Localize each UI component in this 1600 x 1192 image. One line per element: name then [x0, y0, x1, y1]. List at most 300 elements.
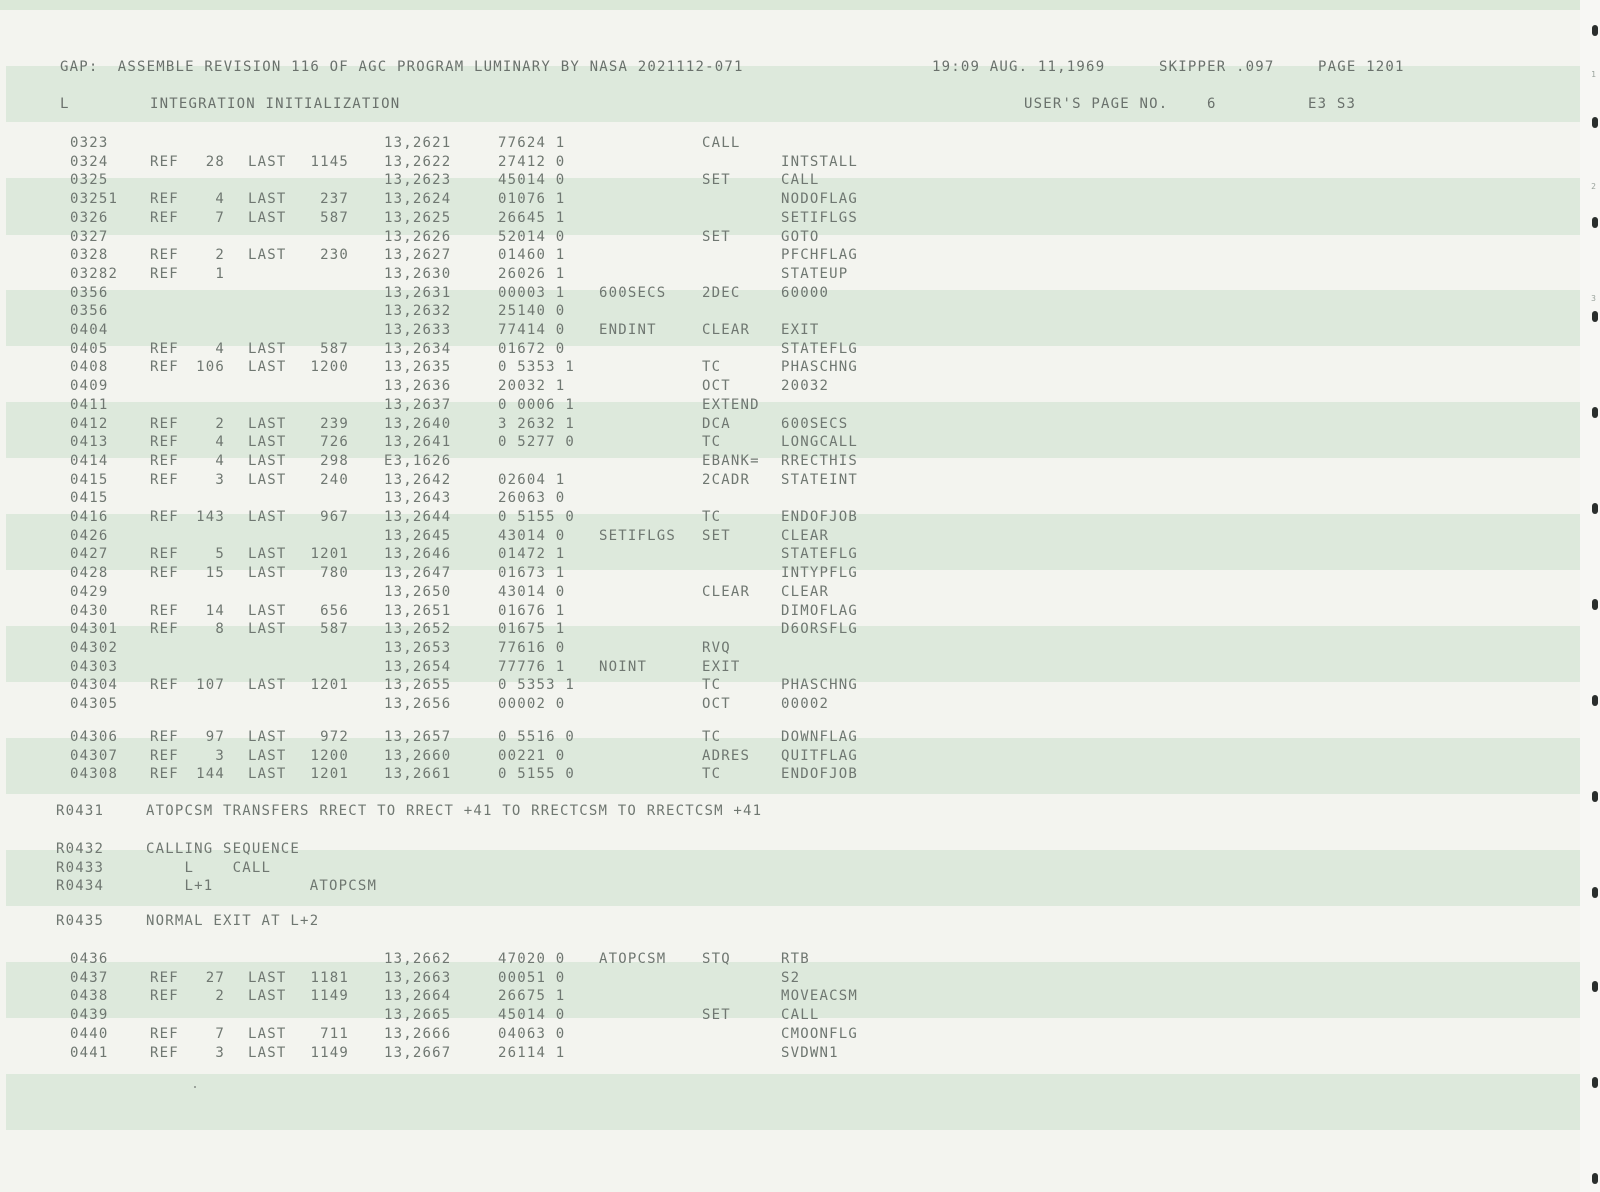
feed-hole: [1592, 599, 1598, 610]
field-addr: 13,2641: [384, 434, 452, 451]
field-word: 01460 1: [498, 247, 566, 264]
field-ln2: 587: [320, 209, 349, 226]
field-last: LAST: [248, 565, 287, 582]
field-word: 20032 1: [498, 378, 566, 395]
field-addr: 13,2644: [384, 509, 452, 525]
field-last: LAST: [248, 677, 287, 694]
field-ln: 0356: [70, 303, 109, 320]
field-rn: 1: [215, 265, 225, 282]
field-ln2: 1149: [310, 1044, 349, 1061]
feed-hole: [1592, 117, 1598, 128]
page-number: PAGE 1201: [1318, 59, 1405, 75]
field-ln: 0415: [70, 490, 109, 507]
field-op: TC: [702, 434, 722, 451]
field-ref: REF: [150, 265, 179, 282]
field-word: 43014 0: [498, 583, 566, 600]
field-ln: 04301: [70, 621, 119, 638]
field-operand: GOTO: [781, 228, 820, 245]
field-op: ADRES: [702, 747, 751, 764]
feed-hole: [1592, 503, 1598, 514]
field-operand: RTB: [781, 951, 810, 967]
margin-mark: 2: [1591, 182, 1596, 191]
field-ln2: 230: [320, 247, 349, 264]
field-addr: 13,2661: [384, 766, 452, 783]
field-rn: 4: [215, 434, 225, 451]
field-word: 01676 1: [498, 602, 566, 619]
field-addr: 13,2660: [384, 747, 452, 764]
field-ln2: 298: [320, 452, 349, 469]
field-rn: 7: [215, 209, 225, 226]
field-operand: STATEINT: [781, 471, 859, 488]
field-word: 43014 0: [498, 527, 566, 544]
field-word: 01673 1: [498, 565, 566, 582]
field-word: 26645 1: [498, 209, 566, 226]
field-addr: 13,2655: [384, 677, 452, 694]
field-rn: 7: [215, 1025, 225, 1042]
field-rn: 2: [215, 988, 225, 1005]
field-word: 00221 0: [498, 747, 566, 764]
section-title: INTEGRATION INITIALIZATION: [150, 96, 401, 112]
field-op: TC: [702, 766, 722, 783]
field-ln: 0409: [70, 378, 109, 395]
field-operand: STATEFLG: [781, 340, 859, 357]
field-operand: MOVEACSM: [781, 988, 859, 1005]
field-ln: 0327: [70, 228, 109, 245]
field-word: 26675 1: [498, 988, 566, 1005]
remark-ln: R0435: [56, 913, 105, 929]
field-last: LAST: [248, 766, 287, 783]
field-op: TC: [702, 359, 722, 376]
field-op: TC: [702, 729, 722, 745]
field-addr: 13,2621: [384, 135, 452, 151]
field-word: 0 5353 1: [498, 359, 576, 376]
feed-hole: [1592, 981, 1598, 992]
remark-ln: R0433: [56, 859, 105, 876]
field-rn: 2: [215, 247, 225, 264]
field-op: CLEAR: [702, 583, 751, 600]
field-last: LAST: [248, 191, 287, 208]
field-ref: REF: [150, 729, 179, 745]
field-last: LAST: [248, 471, 287, 488]
field-ref: REF: [150, 191, 179, 208]
field-word: 52014 0: [498, 228, 566, 245]
field-ln: 0328: [70, 247, 109, 264]
field-ref: REF: [150, 747, 179, 764]
stray-tick: [194, 1086, 196, 1088]
field-addr: 13,2640: [384, 415, 452, 432]
field-word: 00051 0: [498, 969, 566, 986]
field-ref: REF: [150, 452, 179, 469]
field-op: SET: [702, 527, 731, 544]
field-ln: 04308: [70, 766, 119, 783]
field-operand: DIMOFLAG: [781, 602, 859, 619]
field-addr: 13,2651: [384, 602, 452, 619]
field-word: 0 5155 0: [498, 509, 576, 525]
field-operand: STATEUP: [781, 265, 849, 282]
field-operand: INTYPFLG: [781, 565, 859, 582]
users-page-number: USER'S PAGE NO. 6: [1024, 96, 1217, 112]
field-addr: 13,2630: [384, 265, 452, 282]
field-operand: 60000: [781, 284, 830, 301]
field-ln: 0414: [70, 452, 109, 469]
field-ln: 0404: [70, 322, 109, 338]
field-word: 0 5516 0: [498, 729, 576, 745]
field-ln: 0438: [70, 988, 109, 1005]
field-ln: 0412: [70, 415, 109, 432]
header-line-1: [0, 58, 1405, 77]
field-op: SET: [702, 172, 731, 189]
field-op: TC: [702, 509, 722, 525]
remark-ln: R0432: [56, 841, 105, 857]
field-ln2: 1145: [310, 153, 349, 170]
field-last: LAST: [248, 247, 287, 264]
field-word: 02604 1: [498, 471, 566, 488]
field-last: LAST: [248, 509, 287, 525]
field-ln2: 1181: [310, 969, 349, 986]
remark-text: L+1 ATOPCSM: [146, 878, 378, 895]
field-last: LAST: [248, 988, 287, 1005]
field-ln: 0439: [70, 1007, 109, 1024]
field-operand: NODOFLAG: [781, 191, 859, 208]
field-word: 0 5277 0: [498, 434, 576, 451]
field-ln: 0405: [70, 340, 109, 357]
field-word: 01076 1: [498, 191, 566, 208]
field-ln2: 780: [320, 565, 349, 582]
field-label: NOINT: [599, 658, 648, 675]
field-ln2: 972: [320, 729, 349, 745]
field-ln: 0415: [70, 471, 109, 488]
field-last: LAST: [248, 434, 287, 451]
field-operand: PHASCHNG: [781, 359, 859, 376]
field-addr: 13,2622: [384, 153, 452, 170]
field-op: CLEAR: [702, 322, 751, 338]
field-ln: 0427: [70, 546, 109, 563]
field-ref: REF: [150, 621, 179, 638]
field-operand: CALL: [781, 172, 820, 189]
field-op: RVQ: [702, 639, 731, 656]
field-operand: 20032: [781, 378, 830, 395]
field-addr: 13,2664: [384, 988, 452, 1005]
field-addr: 13,2635: [384, 359, 452, 376]
field-ln2: 1149: [310, 988, 349, 1005]
field-word: 01675 1: [498, 621, 566, 638]
field-ln: 0440: [70, 1025, 109, 1042]
field-word: 0 5353 1: [498, 677, 576, 694]
field-ln: 03251: [70, 191, 119, 208]
field-addr: 13,2624: [384, 191, 452, 208]
field-operand: SETIFLGS: [781, 209, 859, 226]
field-ln: 04304: [70, 677, 119, 694]
feed-hole: [1592, 25, 1598, 36]
field-rn: 4: [215, 452, 225, 469]
field-addr: 13,2667: [384, 1044, 452, 1061]
field-ref: REF: [150, 565, 179, 582]
field-last: LAST: [248, 415, 287, 432]
field-ref: REF: [150, 415, 179, 432]
field-ln: 04302: [70, 639, 119, 656]
field-ln: 0413: [70, 434, 109, 451]
field-ref: REF: [150, 602, 179, 619]
field-operand: CLEAR: [781, 527, 830, 544]
field-operand: S2: [781, 969, 801, 986]
feed-hole: [1592, 1173, 1598, 1184]
field-op: TC: [702, 677, 722, 694]
field-ln: 0428: [70, 565, 109, 582]
field-word: 00003 1: [498, 284, 566, 301]
field-ref: REF: [150, 340, 179, 357]
field-operand: QUITFLAG: [781, 747, 859, 764]
field-ln: 0323: [70, 135, 109, 151]
field-ref: REF: [150, 471, 179, 488]
field-word: 26063 0: [498, 490, 566, 507]
field-op: CALL: [702, 135, 741, 151]
field-word: 04063 0: [498, 1025, 566, 1042]
header-line-2: [0, 95, 1357, 114]
field-ref: REF: [150, 988, 179, 1005]
field-last: LAST: [248, 546, 287, 563]
field-ref: REF: [150, 509, 179, 525]
field-rn: 3: [215, 1044, 225, 1061]
field-addr: 13,2650: [384, 583, 452, 600]
feed-hole: [1592, 311, 1598, 322]
field-ref: REF: [150, 969, 179, 986]
field-word: 0 0006 1: [498, 396, 576, 413]
field-addr: 13,2633: [384, 322, 452, 338]
field-word: 01472 1: [498, 546, 566, 563]
field-ln: 0411: [70, 396, 109, 413]
field-ln2: 240: [320, 471, 349, 488]
field-ref: REF: [150, 677, 179, 694]
field-rn: 143: [196, 509, 225, 525]
field-ln2: 1200: [310, 747, 349, 764]
field-operand: CLEAR: [781, 583, 830, 600]
field-op: 2DEC: [702, 284, 741, 301]
field-operand: CMOONFLG: [781, 1025, 859, 1042]
feed-hole: [1592, 217, 1598, 228]
field-ln: 0437: [70, 969, 109, 986]
field-rn: 27: [205, 969, 225, 986]
field-rn: 14: [205, 602, 225, 619]
field-op: DCA: [702, 415, 731, 432]
field-rn: 106: [196, 359, 225, 376]
field-word: 3 2632 1: [498, 415, 576, 432]
field-addr: 13,2656: [384, 696, 452, 712]
field-op: SET: [702, 228, 731, 245]
field-ln2: 656: [320, 602, 349, 619]
field-addr: 13,2634: [384, 340, 452, 357]
field-rn: 107: [196, 677, 225, 694]
field-addr: 13,2665: [384, 1007, 452, 1024]
field-word: 0 5155 0: [498, 766, 576, 783]
field-op: STQ: [702, 951, 731, 967]
field-ln: 0408: [70, 359, 109, 376]
field-op: OCT: [702, 696, 731, 712]
field-rn: 3: [215, 471, 225, 488]
field-addr: 13,2662: [384, 951, 452, 967]
field-ln2: 1200: [310, 359, 349, 376]
field-operand: PFCHFLAG: [781, 247, 859, 264]
field-rn: 2: [215, 415, 225, 432]
field-ref: REF: [150, 153, 179, 170]
field-addr: 13,2663: [384, 969, 452, 986]
field-operand: ENDOFJOB: [781, 766, 859, 783]
field-addr: E3,1626: [384, 452, 452, 469]
field-addr: 13,2632: [384, 303, 452, 320]
field-word: 77616 0: [498, 639, 566, 656]
field-ln2: 1201: [310, 677, 349, 694]
field-addr: 13,2631: [384, 284, 452, 301]
field-ln: 0441: [70, 1044, 109, 1061]
field-rn: 15: [205, 565, 225, 582]
field-rn: 144: [196, 766, 225, 783]
assemble-title: GAP: ASSEMBLE REVISION 116 OF AGC PROGRAM LUMINARY BY NASA 2021112-071: [60, 59, 744, 75]
feed-hole: [1592, 887, 1598, 898]
field-ln2: 237: [320, 191, 349, 208]
field-addr: 13,2637: [384, 396, 452, 413]
field-operand: STATEFLG: [781, 546, 859, 563]
field-rn: 28: [205, 153, 225, 170]
field-word: 77624 1: [498, 135, 566, 151]
field-operand: 00002: [781, 696, 830, 712]
field-last: LAST: [248, 1044, 287, 1061]
field-ln: 04305: [70, 696, 119, 712]
field-addr: 13,2642: [384, 471, 452, 488]
field-word: 00002 0: [498, 696, 566, 712]
field-operand: INTSTALL: [781, 153, 859, 170]
listing-type-letter: L: [60, 96, 70, 112]
field-word: 45014 0: [498, 172, 566, 189]
field-addr: 13,2657: [384, 729, 452, 745]
field-ln: 0325: [70, 172, 109, 189]
field-word: 26026 1: [498, 265, 566, 282]
field-label: SETIFLGS: [599, 527, 677, 544]
field-label: ENDINT: [599, 322, 657, 338]
field-ref: REF: [150, 1025, 179, 1042]
field-ref: REF: [150, 247, 179, 264]
field-operand: D6ORSFLG: [781, 621, 859, 638]
field-word: 77776 1: [498, 658, 566, 675]
field-operand: CALL: [781, 1007, 820, 1024]
field-op: EXTEND: [702, 396, 760, 413]
remark-ln: R0434: [56, 878, 105, 895]
field-addr: 13,2626: [384, 228, 452, 245]
field-ln: 0416: [70, 509, 109, 525]
field-ln: 04303: [70, 658, 119, 675]
field-rn: 3: [215, 747, 225, 764]
field-ref: REF: [150, 434, 179, 451]
field-addr: 13,2623: [384, 172, 452, 189]
field-ln2: 711: [320, 1025, 349, 1042]
field-addr: 13,2647: [384, 565, 452, 582]
feed-hole: [1592, 407, 1598, 418]
field-ref: REF: [150, 766, 179, 783]
field-word: 25140 0: [498, 303, 566, 320]
field-ref: REF: [150, 1044, 179, 1061]
field-ln: 03282: [70, 265, 119, 282]
field-op: SET: [702, 1007, 731, 1024]
field-addr: 13,2636: [384, 378, 452, 395]
field-ln: 04306: [70, 729, 119, 745]
field-addr: 13,2646: [384, 546, 452, 563]
field-last: LAST: [248, 747, 287, 764]
field-addr: 13,2625: [384, 209, 452, 226]
field-addr: 13,2652: [384, 621, 452, 638]
margin-mark: 1: [1591, 70, 1596, 79]
field-rn: 97: [205, 729, 225, 745]
field-ref: REF: [150, 359, 179, 376]
field-op: 2CADR: [702, 471, 751, 488]
field-ln2: 726: [320, 434, 349, 451]
field-word: 26114 1: [498, 1044, 566, 1061]
field-operand: RRECTHIS: [781, 452, 859, 469]
field-word: 27412 0: [498, 153, 566, 170]
remark-text: L CALL: [146, 859, 272, 876]
field-label: ATOPCSM: [599, 951, 667, 967]
field-addr: 13,2654: [384, 658, 452, 675]
field-ln: 0426: [70, 527, 109, 544]
feed-hole: [1592, 695, 1598, 706]
field-addr: 13,2643: [384, 490, 452, 507]
field-word: 45014 0: [498, 1007, 566, 1024]
field-word: 77414 0: [498, 322, 566, 338]
field-rn: 4: [215, 191, 225, 208]
field-last: LAST: [248, 969, 287, 986]
field-ln: 04307: [70, 747, 119, 764]
field-ln2: 587: [320, 621, 349, 638]
remark-text: CALLING SEQUENCE: [146, 841, 301, 857]
field-last: LAST: [248, 1025, 287, 1042]
field-operand: PHASCHNG: [781, 677, 859, 694]
field-label: 600SECS: [599, 284, 667, 301]
field-word: 01672 0: [498, 340, 566, 357]
remark-ln: R0431: [56, 803, 105, 819]
field-operand: 600SECS: [781, 415, 849, 432]
feed-hole: [1592, 791, 1598, 802]
field-ref: REF: [150, 209, 179, 226]
field-operand: EXIT: [781, 322, 820, 338]
field-operand: ENDOFJOB: [781, 509, 859, 525]
field-operand: SVDWN1: [781, 1044, 839, 1061]
field-op: EBANK=: [702, 452, 760, 469]
field-rn: 5: [215, 546, 225, 563]
field-last: LAST: [248, 209, 287, 226]
field-last: LAST: [248, 153, 287, 170]
field-last: LAST: [248, 621, 287, 638]
field-ln: 0429: [70, 583, 109, 600]
operator-name: SKIPPER .097: [1159, 59, 1275, 75]
field-ln2: 587: [320, 340, 349, 357]
field-ln2: 239: [320, 415, 349, 432]
field-last: LAST: [248, 602, 287, 619]
sheet-id: E3 S3: [1308, 96, 1357, 112]
field-addr: 13,2653: [384, 639, 452, 656]
field-ln2: 1201: [310, 546, 349, 563]
field-ln2: 967: [320, 509, 349, 525]
field-ln: 0326: [70, 209, 109, 226]
remark-text: ATOPCSM TRANSFERS RRECT TO RRECT +41 TO RRECTCSM TO RRECTCSM +41: [146, 803, 763, 819]
field-last: LAST: [248, 359, 287, 376]
field-ln2: 1201: [310, 766, 349, 783]
field-addr: 13,2645: [384, 527, 452, 544]
field-word: 47020 0: [498, 951, 566, 967]
feed-hole: [1592, 1077, 1598, 1088]
field-op: EXIT: [702, 658, 741, 675]
field-operand: LONGCALL: [781, 434, 859, 451]
field-ref: REF: [150, 546, 179, 563]
remark-text: NORMAL EXIT AT L+2: [146, 913, 320, 929]
field-last: LAST: [248, 452, 287, 469]
field-last: LAST: [248, 340, 287, 357]
